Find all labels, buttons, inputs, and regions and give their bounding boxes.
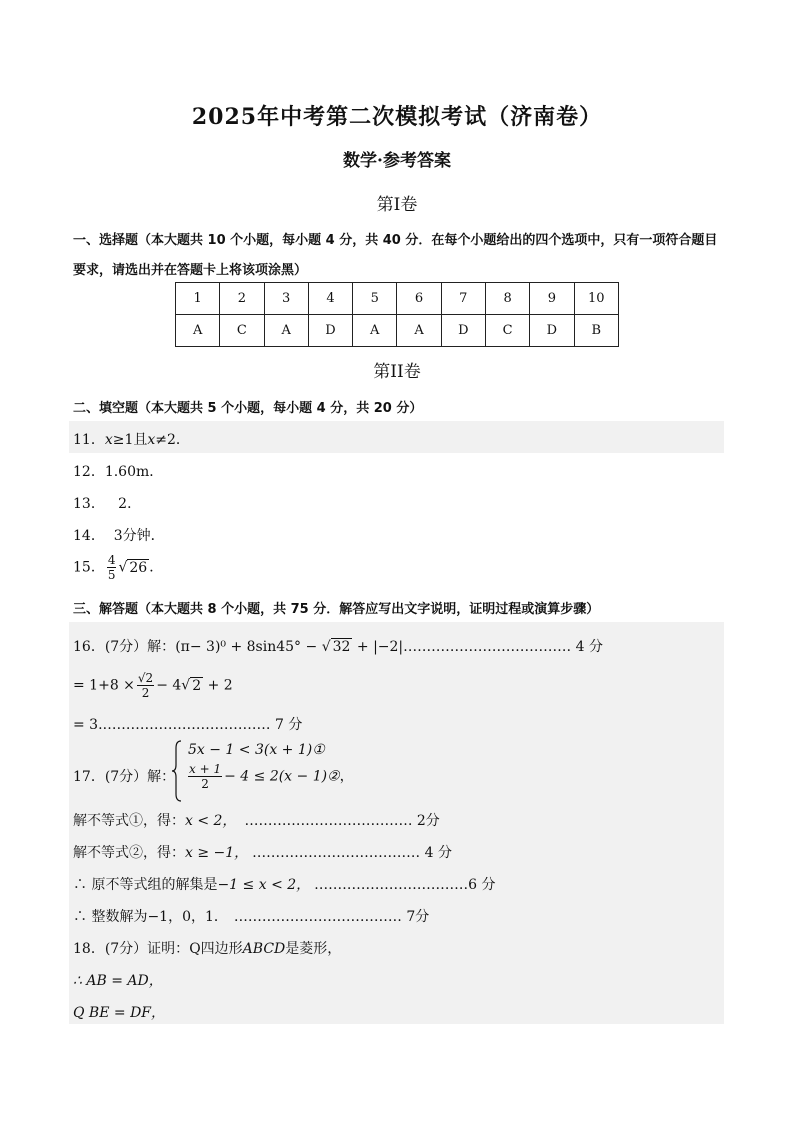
q17-line-4 [73,874,496,894]
fraction-numerator: √2 [137,671,154,685]
q17-label: 17．(7分）解： [73,769,176,785]
q18-line-3: Q BE = DF， [73,1005,166,1021]
math-expression: −1 ≤ x < 2， [217,877,311,893]
sqrt-radicand: 26 [129,559,148,576]
math-expression: − 4 [156,677,182,694]
fraction-denominator: 2 [141,686,150,700]
table-cell: 4 [308,283,352,315]
answer-table [175,282,619,347]
q17-line-3 [73,842,452,862]
table-cell: 8 [485,283,529,315]
math-expression: + 2 [203,677,233,694]
table-cell: 7 [441,283,485,315]
table-cell: D [441,315,485,347]
answer-text: ≠2． [155,432,190,448]
math-expression: −1，0，1． [147,909,228,925]
question-number: 15． [73,559,105,576]
math-variable: ABCD [242,941,286,957]
table-cell: D [308,315,352,347]
q16-line-3: = 3.……………………………… 7 分 [73,717,303,733]
table-cell: B [574,315,618,347]
part-two-heading: 第II卷 [373,362,421,382]
sqrt-radicand: 2 [192,677,202,694]
score-mark: ……………………………6 分 [314,877,496,893]
math-variable: x [147,432,156,448]
question-number: 11． [73,432,105,448]
fraction [107,553,117,582]
answer-text: ∴ 原不等式组的解集是 [73,877,218,893]
section-solve-heading: 三、解答题（本大题共 8 个小题，共 75 分．解答应写出文字说明，证明过程或演算步骤） [73,602,600,617]
score-mark: ……………………………… 7分 [233,909,430,925]
answer-table-number-row [176,283,619,315]
score-mark: ……………………………… 4 分 [252,845,452,861]
table-cell: 2 [220,283,264,315]
section-choice-heading: 一、选择题（本大题共 10 个小题，每小题 4 分，共 40 分．在每个小题给出的四个选项中，只有一项符合题目要求，请选出并在答题卡上将该项涂黑） [73,233,718,278]
punctuation: ， [339,768,354,785]
score-mark: ……………………………… 2分 [244,813,440,829]
score-mark: ……………………………… 4 分 [403,639,603,655]
answer-text: ≥1且 [112,432,148,448]
answer-text: ∴ 整数解为 [73,909,148,925]
answer-13: 13． 2． [73,496,142,512]
table-cell: A [353,315,397,347]
table-cell: 9 [530,283,574,315]
q18-line-2: ∴ AB = AD， [73,973,163,989]
inequality-2 [186,762,354,791]
math-expression: = 1+8 × [73,677,135,694]
table-cell: 10 [574,283,618,315]
q17-line-5 [73,906,429,926]
answer-12: 12．1.60m． [73,464,164,480]
answer-14: 14． 3分钟． [73,528,165,544]
inequality-1: 5x − 1 < 3(x + 1)① [188,742,325,758]
page-subtitle: 数学·参考答案 [343,151,451,171]
answer-text: 解不等式①，得： [73,813,185,829]
question-label: 16．(7分）解： [73,639,176,655]
table-cell: A [176,315,220,347]
answer-text: ． [149,559,164,576]
table-cell: C [485,315,529,347]
sqrt-sign: √ [181,677,191,694]
math-variable: x [104,432,113,448]
section-fill-heading: 二、填空题（本大题共 5 个小题，每小题 4 分，共 20 分） [73,401,423,416]
part-one-heading: 第Ⅰ卷 [376,195,418,215]
math-expression: x < 2， [185,813,237,829]
fraction-denominator: 2 [201,777,209,791]
math-expression: (π− 3)⁰ + 8sin45° − [175,639,322,655]
fraction [188,762,222,791]
q16-line-2 [73,671,233,700]
table-cell: 3 [264,283,308,315]
sqrt-radicand: 32 [332,639,351,655]
answer-11 [73,429,190,449]
math-expression: + |−2| [352,639,404,655]
page-title: 2025年中考第二次模拟考试（济南卷） [191,104,603,130]
fraction-numerator: 4 [107,553,116,567]
fraction-denominator: 5 [107,568,116,582]
brace-icon [172,740,182,802]
q17-line-2 [73,810,440,830]
q16-line-1 [73,636,603,656]
answer-15 [73,553,163,582]
answer-text: 解不等式②，得： [73,845,185,861]
fraction-numerator: x + 1 [189,762,222,776]
answer-table-answer-row [176,315,619,347]
table-cell: 5 [353,283,397,315]
math-expression: x ≥ −1， [185,845,249,861]
answer-text: 是菱形， [285,941,342,957]
table-cell: A [264,315,308,347]
table-cell: 6 [397,283,441,315]
table-cell: A [397,315,441,347]
question-label: 18．(7分）证明： [73,941,190,957]
answer-text: Q四边形 [189,941,243,957]
sqrt-sign: √ [118,559,128,576]
fraction [137,671,154,700]
table-cell: C [220,315,264,347]
q18-line-1 [73,938,341,958]
table-cell: D [530,315,574,347]
sqrt-sign: √ [321,639,331,655]
math-expression: − 4 ≤ 2(x − 1)② [224,768,340,785]
table-cell: 1 [176,283,220,315]
